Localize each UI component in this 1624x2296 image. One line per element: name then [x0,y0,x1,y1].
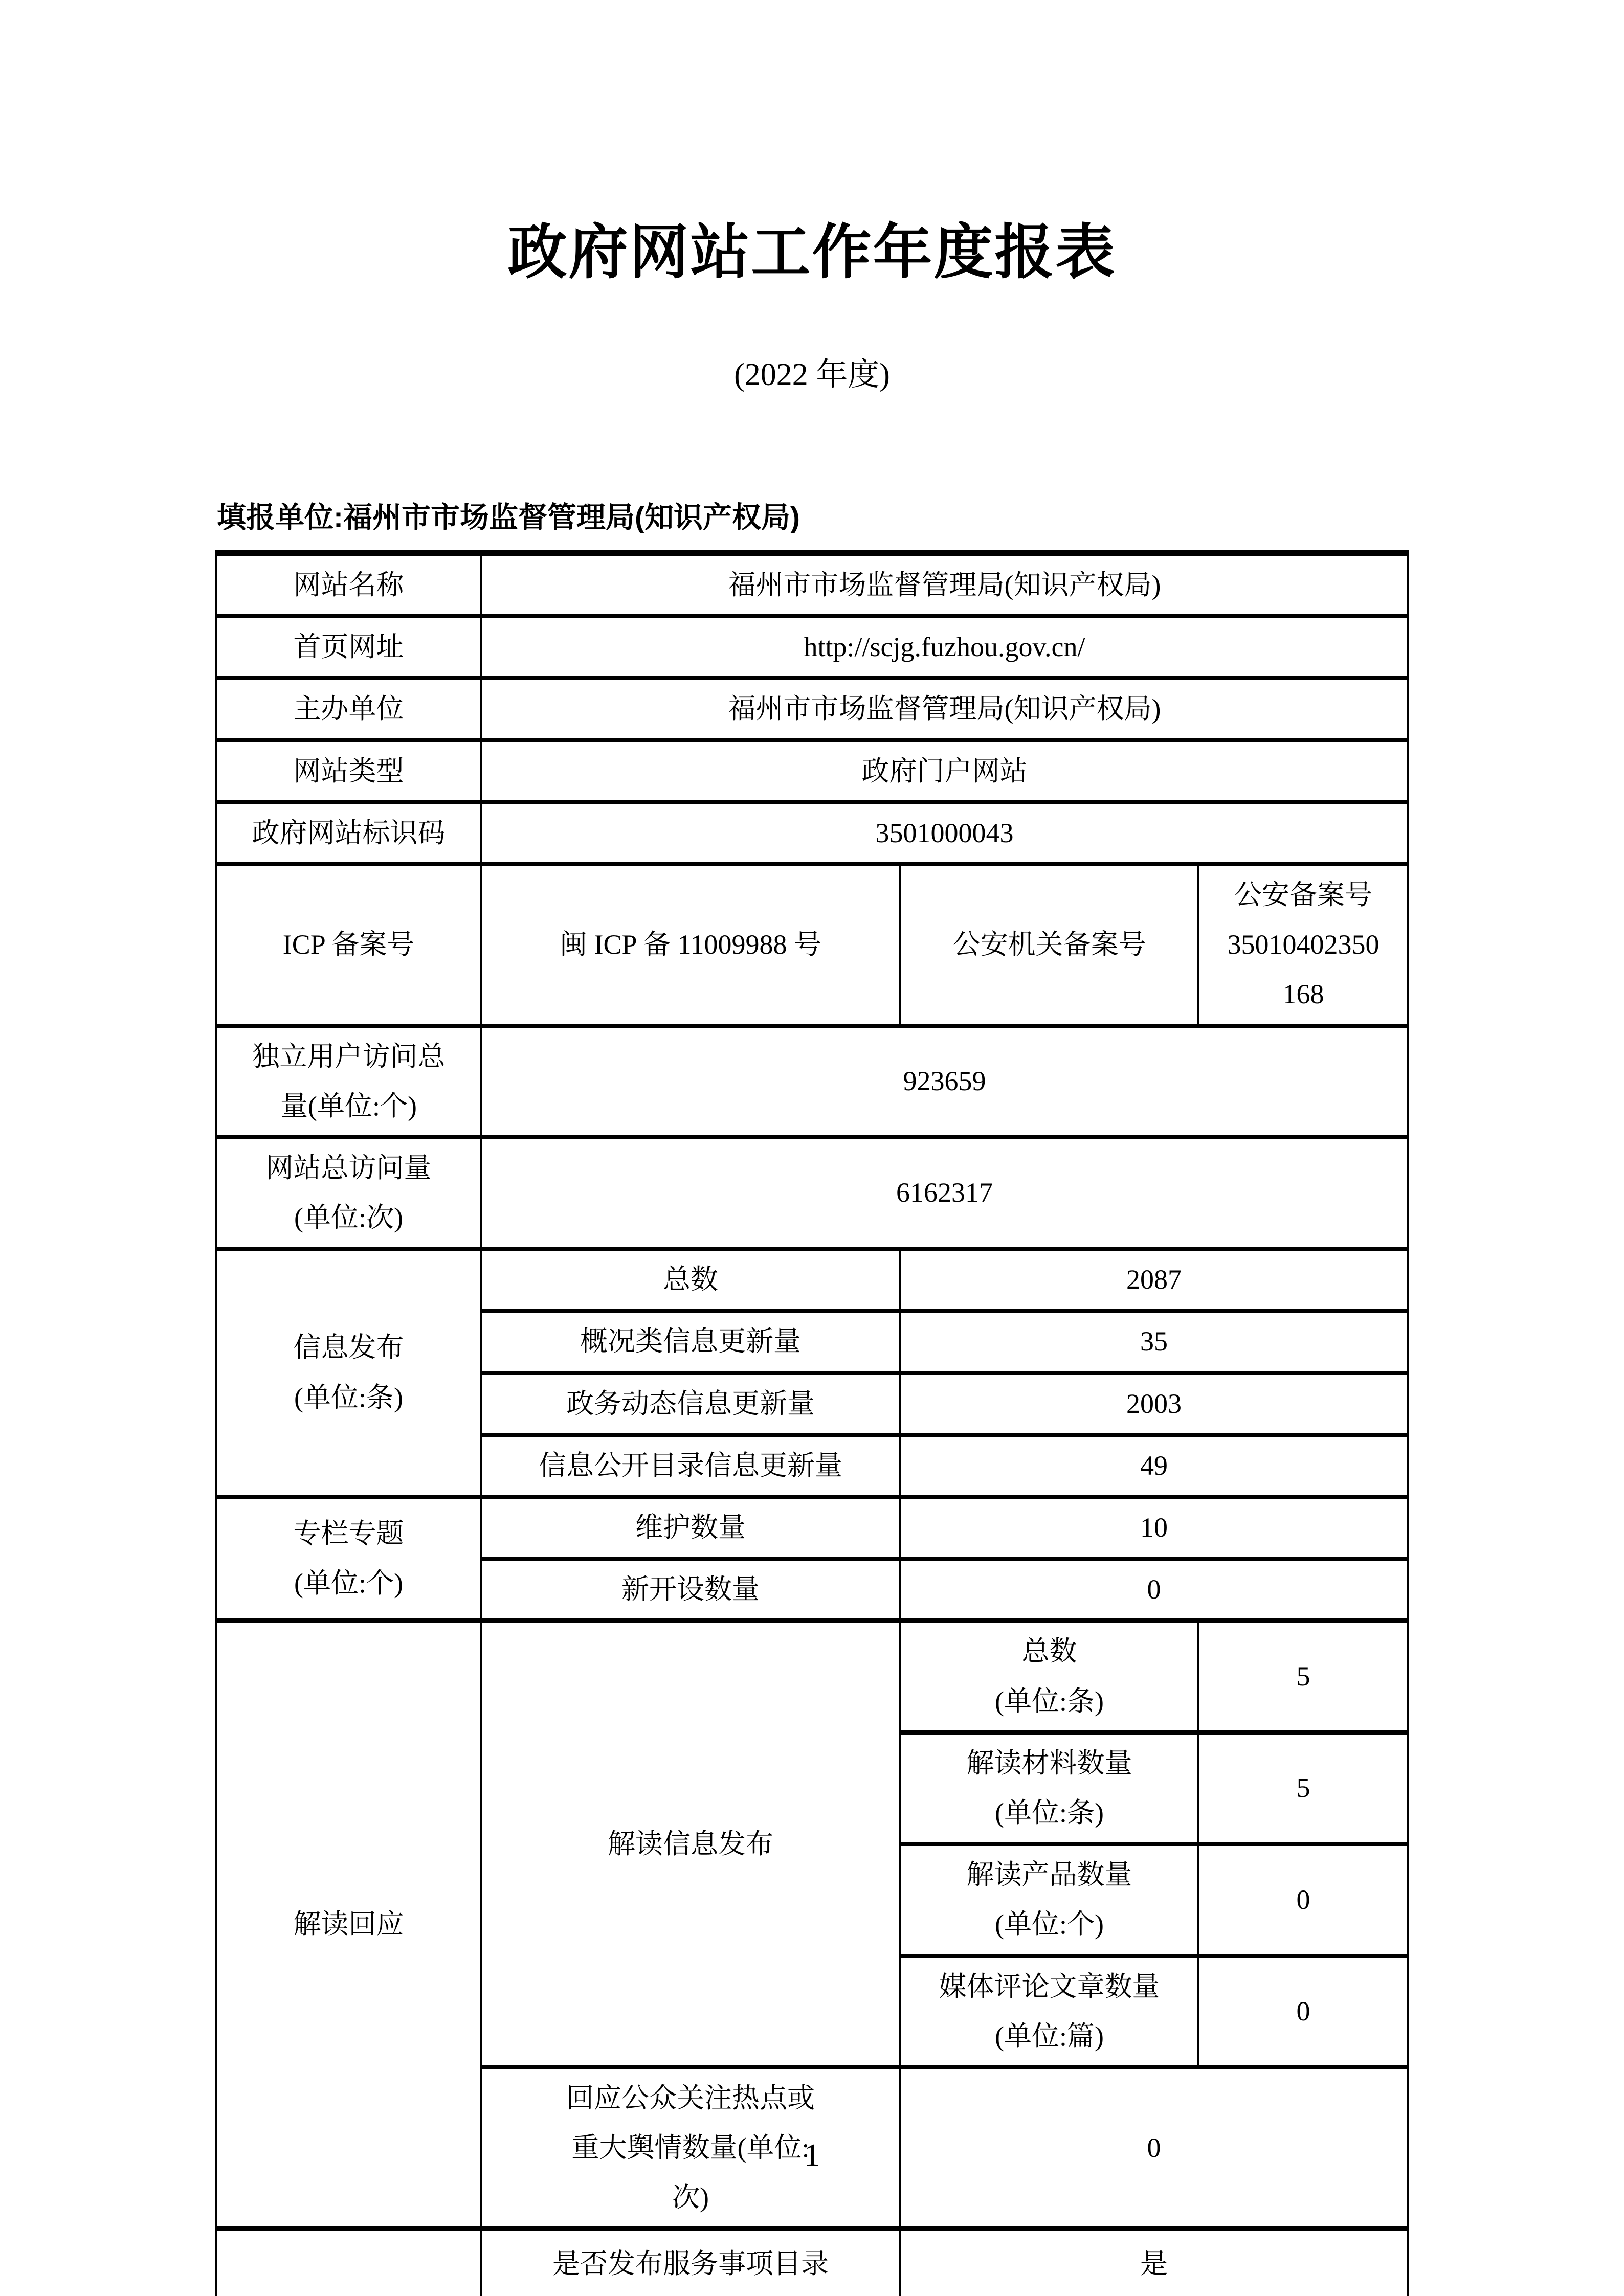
table-row [216,802,1408,864]
info-publish-directory-value: 49 [900,1435,1408,1497]
info-publish-total-label: 总数 [481,1249,900,1311]
home-url-value: http://scjg.fuzhou.gov.cn/ [481,616,1408,678]
site-name-value: 福州市市场监督管理局(知识产权局) [481,553,1408,616]
label-line: 独立用户访问总 [252,1041,446,1072]
label-line: 解读产品数量 [966,1859,1132,1890]
table-row [216,1137,1408,1249]
table-row [216,616,1408,678]
interpretation-product-value: 0 [1198,1844,1408,1955]
site-code-value: 3501000043 [481,802,1408,864]
interpretation-publish-label: 解读信息发布 [481,1620,900,2067]
table-row [216,2229,1408,2296]
info-publish-total-value: 2087 [900,1249,1408,1311]
label-line: (单位:条) [294,1382,403,1413]
police-filing-value [1198,864,1408,1026]
label-line: 媒体评论文章数量 [939,1971,1160,2002]
interpretation-product-label [900,1844,1198,1955]
label-line: (单位:个) [294,1568,403,1599]
table-row [216,1497,1408,1559]
interpretation-material-value: 5 [1198,1732,1408,1844]
table-row [216,678,1408,740]
label-line: 总数 [1021,1636,1077,1667]
special-columns-maintained-label: 维护数量 [481,1497,900,1559]
table-row [216,740,1408,802]
interpretation-total-value: 5 [1198,1620,1408,1732]
hot-response-value: 0 [900,2067,1408,2229]
info-publish-overview-label: 概况类信息更新量 [481,1311,900,1372]
page-title: 政府网站工作年度报表 [507,219,1117,285]
interpretation-group-label: 解读回应 [216,1620,481,2229]
empty-cell [216,2229,481,2296]
unique-visitors-value: 923659 [481,1026,1408,1137]
special-columns-new-value: 0 [900,1559,1408,1620]
police-filing-label: 公安机关备案号 [900,864,1198,1026]
interpretation-total-label [900,1620,1198,1732]
label-line: 解读材料数量 [966,1747,1132,1779]
info-publish-group-label [216,1249,481,1497]
home-url-label: 首页网址 [216,616,481,678]
label-line: (单位:个) [995,1909,1104,1940]
site-name-label: 网站名称 [216,553,481,616]
interpretation-media-value: 0 [1198,1956,1408,2067]
info-publish-dynamic-value: 2003 [900,1373,1408,1435]
label-line: 量(单位:个) [280,1090,417,1121]
label-line: (单位:条) [995,1797,1104,1828]
table-row [216,1249,1408,1311]
site-code-label: 政府网站标识码 [216,802,481,864]
label-line: 次) [672,2182,709,2213]
page-number: 1 [804,2138,820,2173]
label-line: 网站总访问量 [265,1152,432,1183]
site-type-value: 政府门户网站 [481,740,1408,802]
special-columns-group-label [216,1497,481,1620]
icp-value: 闽 ICP 备 11009988 号 [481,864,900,1026]
special-columns-maintained-value: 10 [900,1497,1408,1559]
site-type-label: 网站类型 [216,740,481,802]
unique-visitors-label [216,1026,481,1137]
police-filing-line: 35010402350 [1227,929,1380,960]
label-line: 重大舆情数量(单位: [571,2132,810,2164]
organizer-value: 福州市市场监督管理局(知识产权局) [481,678,1408,740]
label-line: 回应公众关注热点或 [566,2082,815,2113]
police-filing-line: 168 [1282,979,1324,1010]
info-publish-dynamic-label: 政务动态信息更新量 [481,1373,900,1435]
annual-report-table [215,550,1409,2296]
table-row [216,1620,1408,1732]
label-line: (单位:篇) [995,2020,1104,2052]
total-visits-value: 6162317 [481,1137,1408,1249]
label-line: 专栏专题 [293,1518,404,1549]
table-row [216,553,1408,616]
label-line: (单位:条) [995,1685,1104,1717]
label-line: 信息发布 [293,1332,404,1363]
interpretation-material-label [900,1732,1198,1844]
info-publish-overview-value: 35 [900,1311,1408,1372]
table-row [216,864,1408,1026]
special-columns-new-label: 新开设数量 [481,1559,900,1620]
page-subtitle: (2022 年度) [734,357,890,392]
police-filing-line: 公安备案号 [1234,879,1372,910]
reporting-unit-line: 填报单位:福州市市场监督管理局(知识产权局) [217,501,800,534]
interpretation-media-label [900,1956,1198,2067]
service-directory-value: 是 [900,2229,1408,2296]
label-line: (单位:次) [294,1202,403,1233]
total-visits-label [216,1137,481,1249]
info-publish-directory-label: 信息公开目录信息更新量 [481,1435,900,1497]
organizer-label: 主办单位 [216,678,481,740]
icp-label: ICP 备案号 [216,864,481,1026]
service-directory-label: 是否发布服务事项目录 [481,2229,900,2296]
table-row [216,1026,1408,1137]
